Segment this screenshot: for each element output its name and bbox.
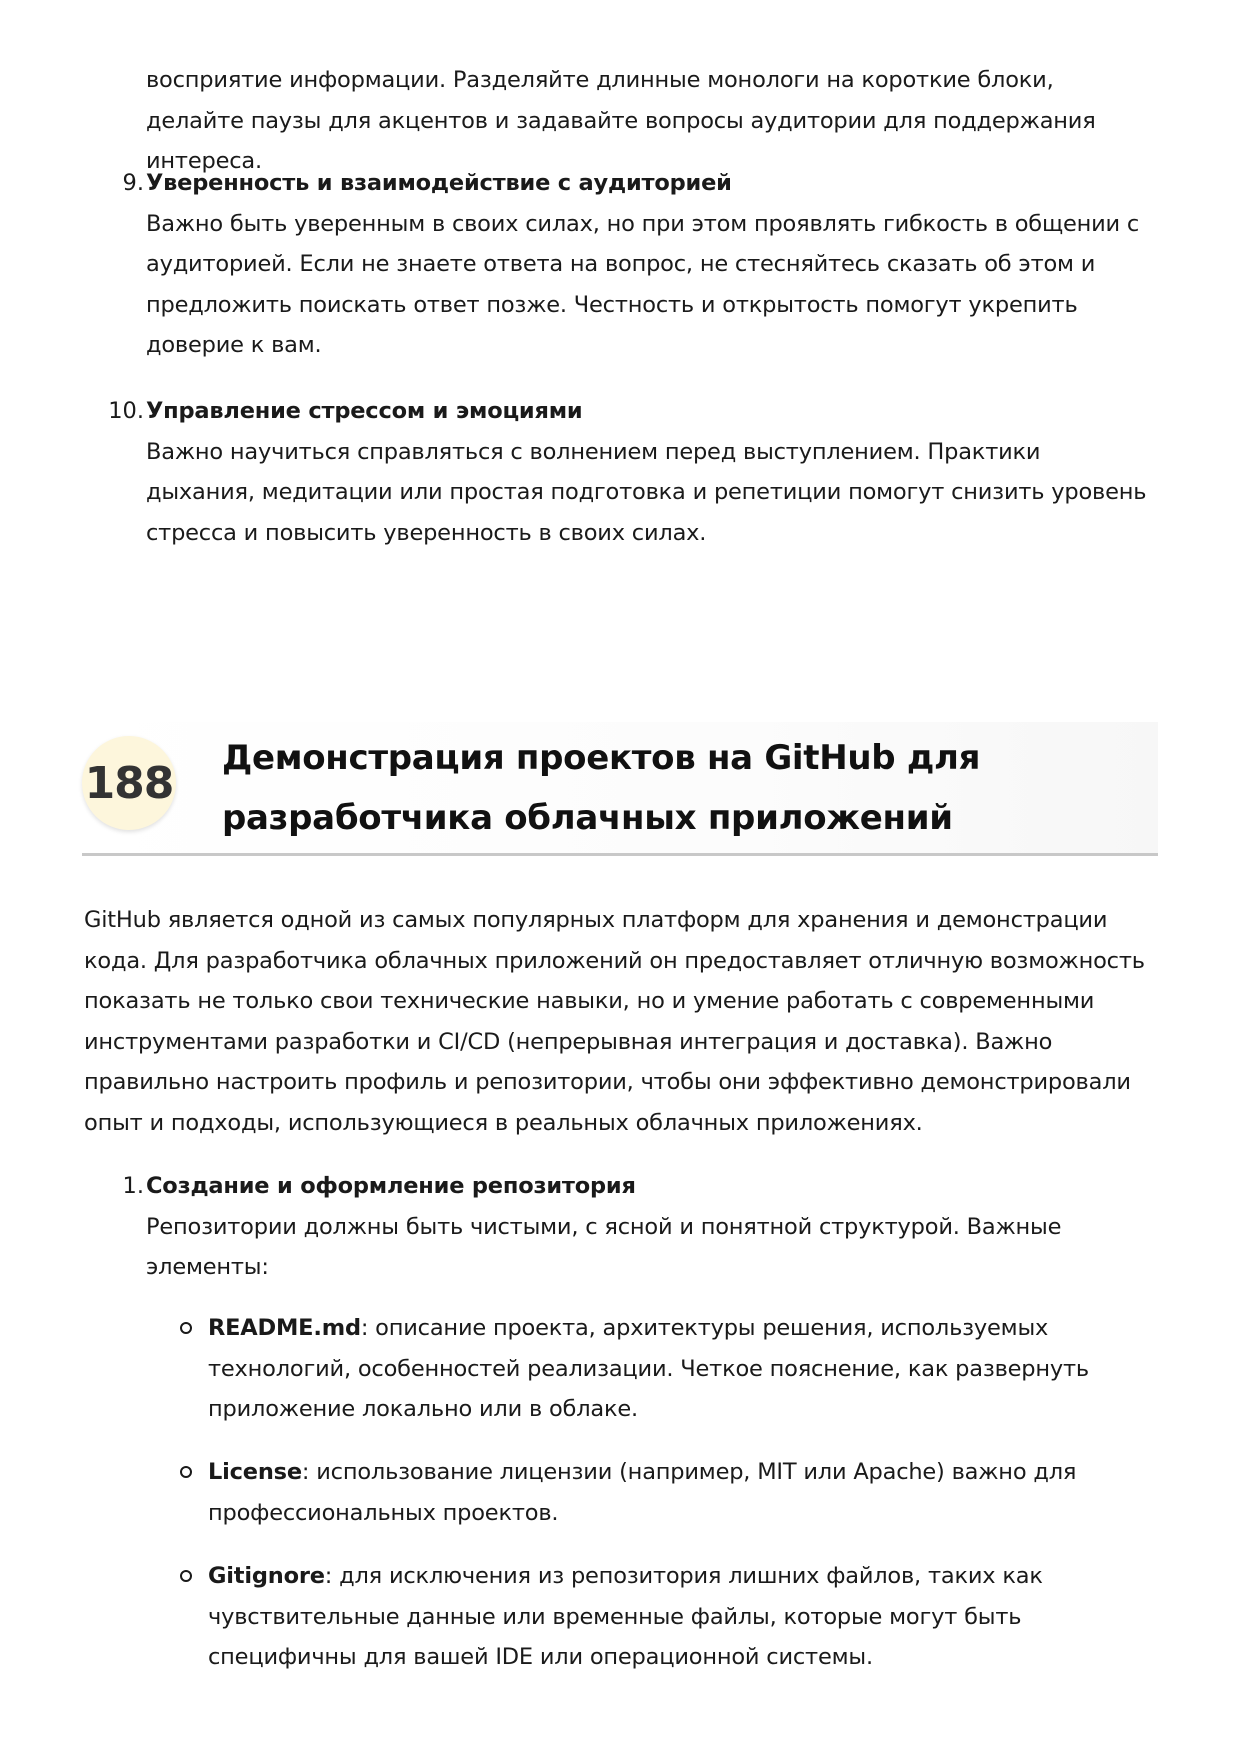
sub-item-text: : использование лицензии (например, MIT или Apache) важно для профессиональных проектов. [208,1459,1077,1526]
list-item [146,163,1156,366]
sub-item-term: License [208,1459,302,1485]
list-item-title: Уверенность и взаимодействие с аудиторией [146,170,732,196]
list-item-title: Управление стрессом и эмоциями [146,398,583,424]
sub-list-item [208,1452,1168,1533]
sub-list-item [208,1556,1168,1678]
sub-item-text: : описание проекта, архитектуры решения, используемых технологий, особенностей реализации. Четкое пояснение, как развернуть приложение локально или в облаке. [208,1315,1089,1422]
list-number: 9. [122,170,144,196]
list-item [146,1166,1156,1288]
section-intro: GitHub является одной из самых популярных платформ для хранения и демонстрации кода. Для разработчика облачных приложений он предоставляет отличную возможность показать не только свои технические навыки, но и умение работать с современными инструментами разработки и CI/CD (непрерывная интеграция и доставка). Важно правильно настроить профиль и репозитории, чтобы они эффективно демонстрировали опыт и подходы, использующиеся в реальных облачных приложениях. [84,907,1145,1136]
sub-item-term: README.md [208,1315,361,1341]
list-item-text: Важно быть уверенным в своих силах, но при этом проявлять гибкость в общении с аудиторией. Если не знаете ответа на вопрос, не стесняйтесь сказать об этом и предложить поискать ответ позже. Честность и открытость помогут укрепить доверие к вам. [146,210,1140,358]
sub-item-term: Gitignore [208,1563,325,1589]
section-title: Демонстрация проектов на GitHub для разработчика облачных приложений [222,738,981,838]
list-item-text: Важно научиться справляться с волнением перед выступлением. Практики дыхания, медитации или простая подготовка и репетиции помогут снизить уровень стресса и повысить уверенность в своих силах. [146,438,1147,546]
section-number-badge: 188 [82,736,176,830]
section-heading [82,722,1158,856]
list-item-text: Репозитории должны быть чистыми, с ясной и понятной структурой. Важные элементы: [146,1213,1062,1280]
bullet-icon [180,1466,192,1478]
list-number: 1. [122,1173,144,1199]
sub-list-item [208,1308,1168,1430]
list-item-title: Создание и оформление репозитория [146,1173,636,1199]
list-item [146,391,1156,553]
sub-item-text: : для исключения из репозитория лишних файлов, таких как чувствительные данные или временные файлы, которые могут быть специфичны для вашей IDE или операционной системы. [208,1563,1043,1670]
bullet-icon [180,1570,192,1582]
heading-divider [82,853,1158,856]
bullet-icon [180,1322,192,1334]
continuation-paragraph: восприятие информации. Разделяйте длинные монологи на короткие блоки, делайте паузы для акцентов и задавайте вопросы аудитории для поддержания интереса. [146,67,1096,174]
list-number: 10. [108,398,144,424]
